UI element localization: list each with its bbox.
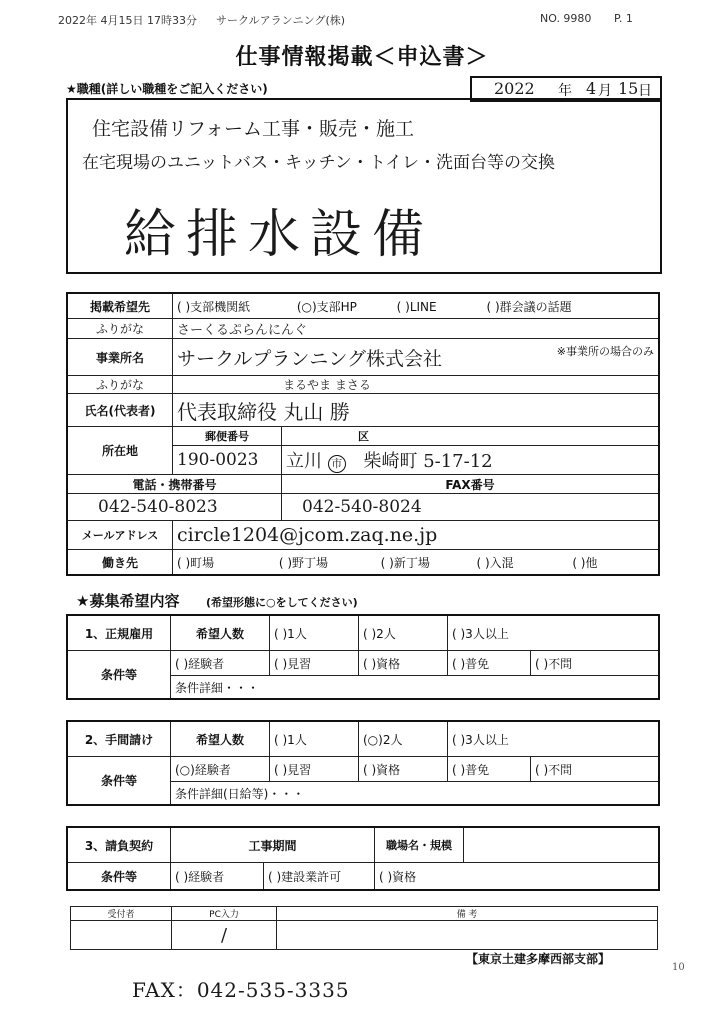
- temp-cond-option-2[interactable]: ( )見習: [270, 757, 359, 782]
- contract-period-label: 工事期間: [171, 827, 375, 863]
- date-year: 2022: [494, 79, 535, 98]
- fax-number: NO. 9980: [540, 12, 592, 25]
- postal-label: 郵便番号: [173, 427, 282, 446]
- email-label: メールアドレス: [67, 521, 173, 550]
- rep-furigana: まるやま まさる: [173, 376, 660, 394]
- contract-cond-option-3[interactable]: ( )資格: [375, 863, 660, 891]
- contract-label: 3、請負契約: [67, 827, 171, 863]
- temp-detail: 条件詳細(日給等)・・・: [171, 782, 660, 806]
- regular-table: [66, 614, 660, 700]
- date-day-unit: 日: [638, 83, 652, 99]
- fax-label: FAX番号: [282, 475, 660, 494]
- address-street: 柴崎町 5-17-12: [363, 451, 493, 472]
- workplace-option-1[interactable]: ( )町場: [177, 555, 215, 570]
- job-box: [66, 98, 662, 274]
- rep-label: 氏名(代表者): [67, 394, 173, 427]
- fax-number-field: 042-540-8024: [282, 494, 660, 521]
- recruit-label: ★募集希望内容: [76, 592, 180, 610]
- phone-label: 電話・携帯番号: [67, 475, 282, 494]
- company-name: サークルプランニング株式会社: [173, 339, 511, 376]
- rep-name: 代表取締役 丸山 勝: [173, 394, 660, 427]
- contract-cond-option-1[interactable]: ( )経験者: [171, 863, 264, 891]
- regular-cond-option-3[interactable]: ( )資格: [359, 651, 448, 676]
- date-day: 15: [618, 79, 639, 98]
- fax-sender: サークルアランニング(株): [216, 14, 346, 27]
- receiver-value: [71, 921, 172, 950]
- job-label: ★職種(詳しい職種をご記入ください): [66, 82, 268, 96]
- fax-page: P. 1: [614, 12, 633, 25]
- address-label: 所在地: [67, 427, 173, 475]
- temp-table: [66, 720, 660, 806]
- pc-input-label: PC入力: [172, 907, 277, 921]
- contract-cond-label: 条件等: [67, 863, 171, 891]
- listing-option-2[interactable]: (○)支部HP: [296, 299, 357, 314]
- page-title: 仕事情報掲載＜申込書＞: [235, 45, 489, 70]
- temp-count-option-3[interactable]: ( )3人以上: [448, 721, 660, 757]
- contract-table: [66, 826, 660, 891]
- job-line-1: 住宅設備リフォーム工事・販売・施工: [92, 118, 415, 140]
- listing-option-1[interactable]: ( )支部機関紙: [177, 299, 251, 314]
- recruit-sub: (希望形態に○をしてください): [206, 596, 358, 609]
- footer-fax: FAX：042-535-3335: [132, 978, 350, 1002]
- regular-cond-option-5[interactable]: ( )不問: [531, 651, 660, 676]
- phone-number: 042-540-8023: [67, 494, 282, 521]
- regular-cond-option-1[interactable]: ( )経験者: [171, 651, 270, 676]
- date-year-unit: 年: [558, 83, 572, 99]
- notes-label: 備 考: [277, 907, 658, 921]
- job-line-2: 在宅現場のユニットバス・キッチン・トイレ・洗面台等の交換: [82, 153, 555, 173]
- regular-count-option-1[interactable]: ( )1人: [270, 615, 359, 651]
- company-furigana-label: ふりがな: [67, 319, 173, 339]
- workplace-option-4[interactable]: ( )入混: [476, 555, 514, 570]
- temp-count-label: 希望人数: [171, 721, 270, 757]
- listing-option-3[interactable]: ( )LINE: [396, 299, 437, 314]
- address-city-mark: 市: [328, 455, 346, 473]
- temp-cond-option-4[interactable]: ( )普免: [448, 757, 531, 782]
- temp-label: 2、手間請け: [67, 721, 171, 757]
- regular-detail: 条件詳細・・・: [171, 676, 660, 700]
- branch-name: 【東京土建多摩西部支部】: [466, 952, 611, 966]
- temp-count-option-2[interactable]: (○)2人: [359, 721, 448, 757]
- temp-count-option-1[interactable]: ( )1人: [270, 721, 359, 757]
- contract-site-value: [464, 827, 660, 863]
- company-furigana: さーくるぷらんにんぐ: [173, 319, 660, 339]
- job-main: 給排水設備: [124, 205, 435, 265]
- address-city: 立川: [286, 451, 322, 472]
- company-note: ※事業所の場合のみ: [511, 339, 659, 376]
- fax-timestamp: 2022年 4月15日 17時33分: [58, 14, 197, 27]
- contract-site-label: 職場名・規模: [375, 827, 464, 863]
- regular-cond-label: 条件等: [67, 651, 171, 700]
- postal-code: 190-0023: [173, 446, 282, 475]
- ward-label: 区: [282, 427, 660, 446]
- regular-count-label: 希望人数: [171, 615, 270, 651]
- workplace-option-3[interactable]: ( )新丁場: [380, 555, 430, 570]
- company-label: 事業所名: [67, 339, 173, 376]
- temp-cond-option-3[interactable]: ( )資格: [359, 757, 448, 782]
- regular-count-option-2[interactable]: ( )2人: [359, 615, 448, 651]
- temp-cond-label: 条件等: [67, 757, 171, 806]
- email-value: circle1204@jcom.zaq.ne.jp: [173, 521, 660, 550]
- temp-cond-option-5[interactable]: ( )不問: [531, 757, 660, 782]
- date-month: 4: [586, 79, 597, 98]
- office-use-table: [70, 906, 658, 950]
- applicant-table: [66, 292, 660, 576]
- workplace-option-5[interactable]: ( )他: [572, 555, 598, 570]
- date-month-unit: 月: [598, 83, 612, 99]
- receiver-label: 受付者: [71, 907, 172, 921]
- listing-option-4[interactable]: ( )群会議の話題: [486, 299, 572, 314]
- listing-label: 掲載希望先: [67, 293, 173, 319]
- contract-cond-option-2[interactable]: ( )建設業許可: [264, 863, 375, 891]
- workplace-label: 働き先: [67, 550, 173, 576]
- page-number: 10: [672, 962, 685, 973]
- pc-input-mark: /: [172, 921, 277, 950]
- regular-cond-option-2[interactable]: ( )見習: [270, 651, 359, 676]
- rep-furigana-label: ふりがな: [67, 376, 173, 394]
- workplace-option-2[interactable]: ( )野丁場: [278, 555, 329, 570]
- regular-count-option-3[interactable]: ( )3人以上: [448, 615, 660, 651]
- notes-value: [277, 921, 658, 950]
- regular-cond-option-4[interactable]: ( )普免: [448, 651, 531, 676]
- temp-cond-option-1[interactable]: (○)経験者: [171, 757, 270, 782]
- regular-label: 1、正規雇用: [67, 615, 171, 651]
